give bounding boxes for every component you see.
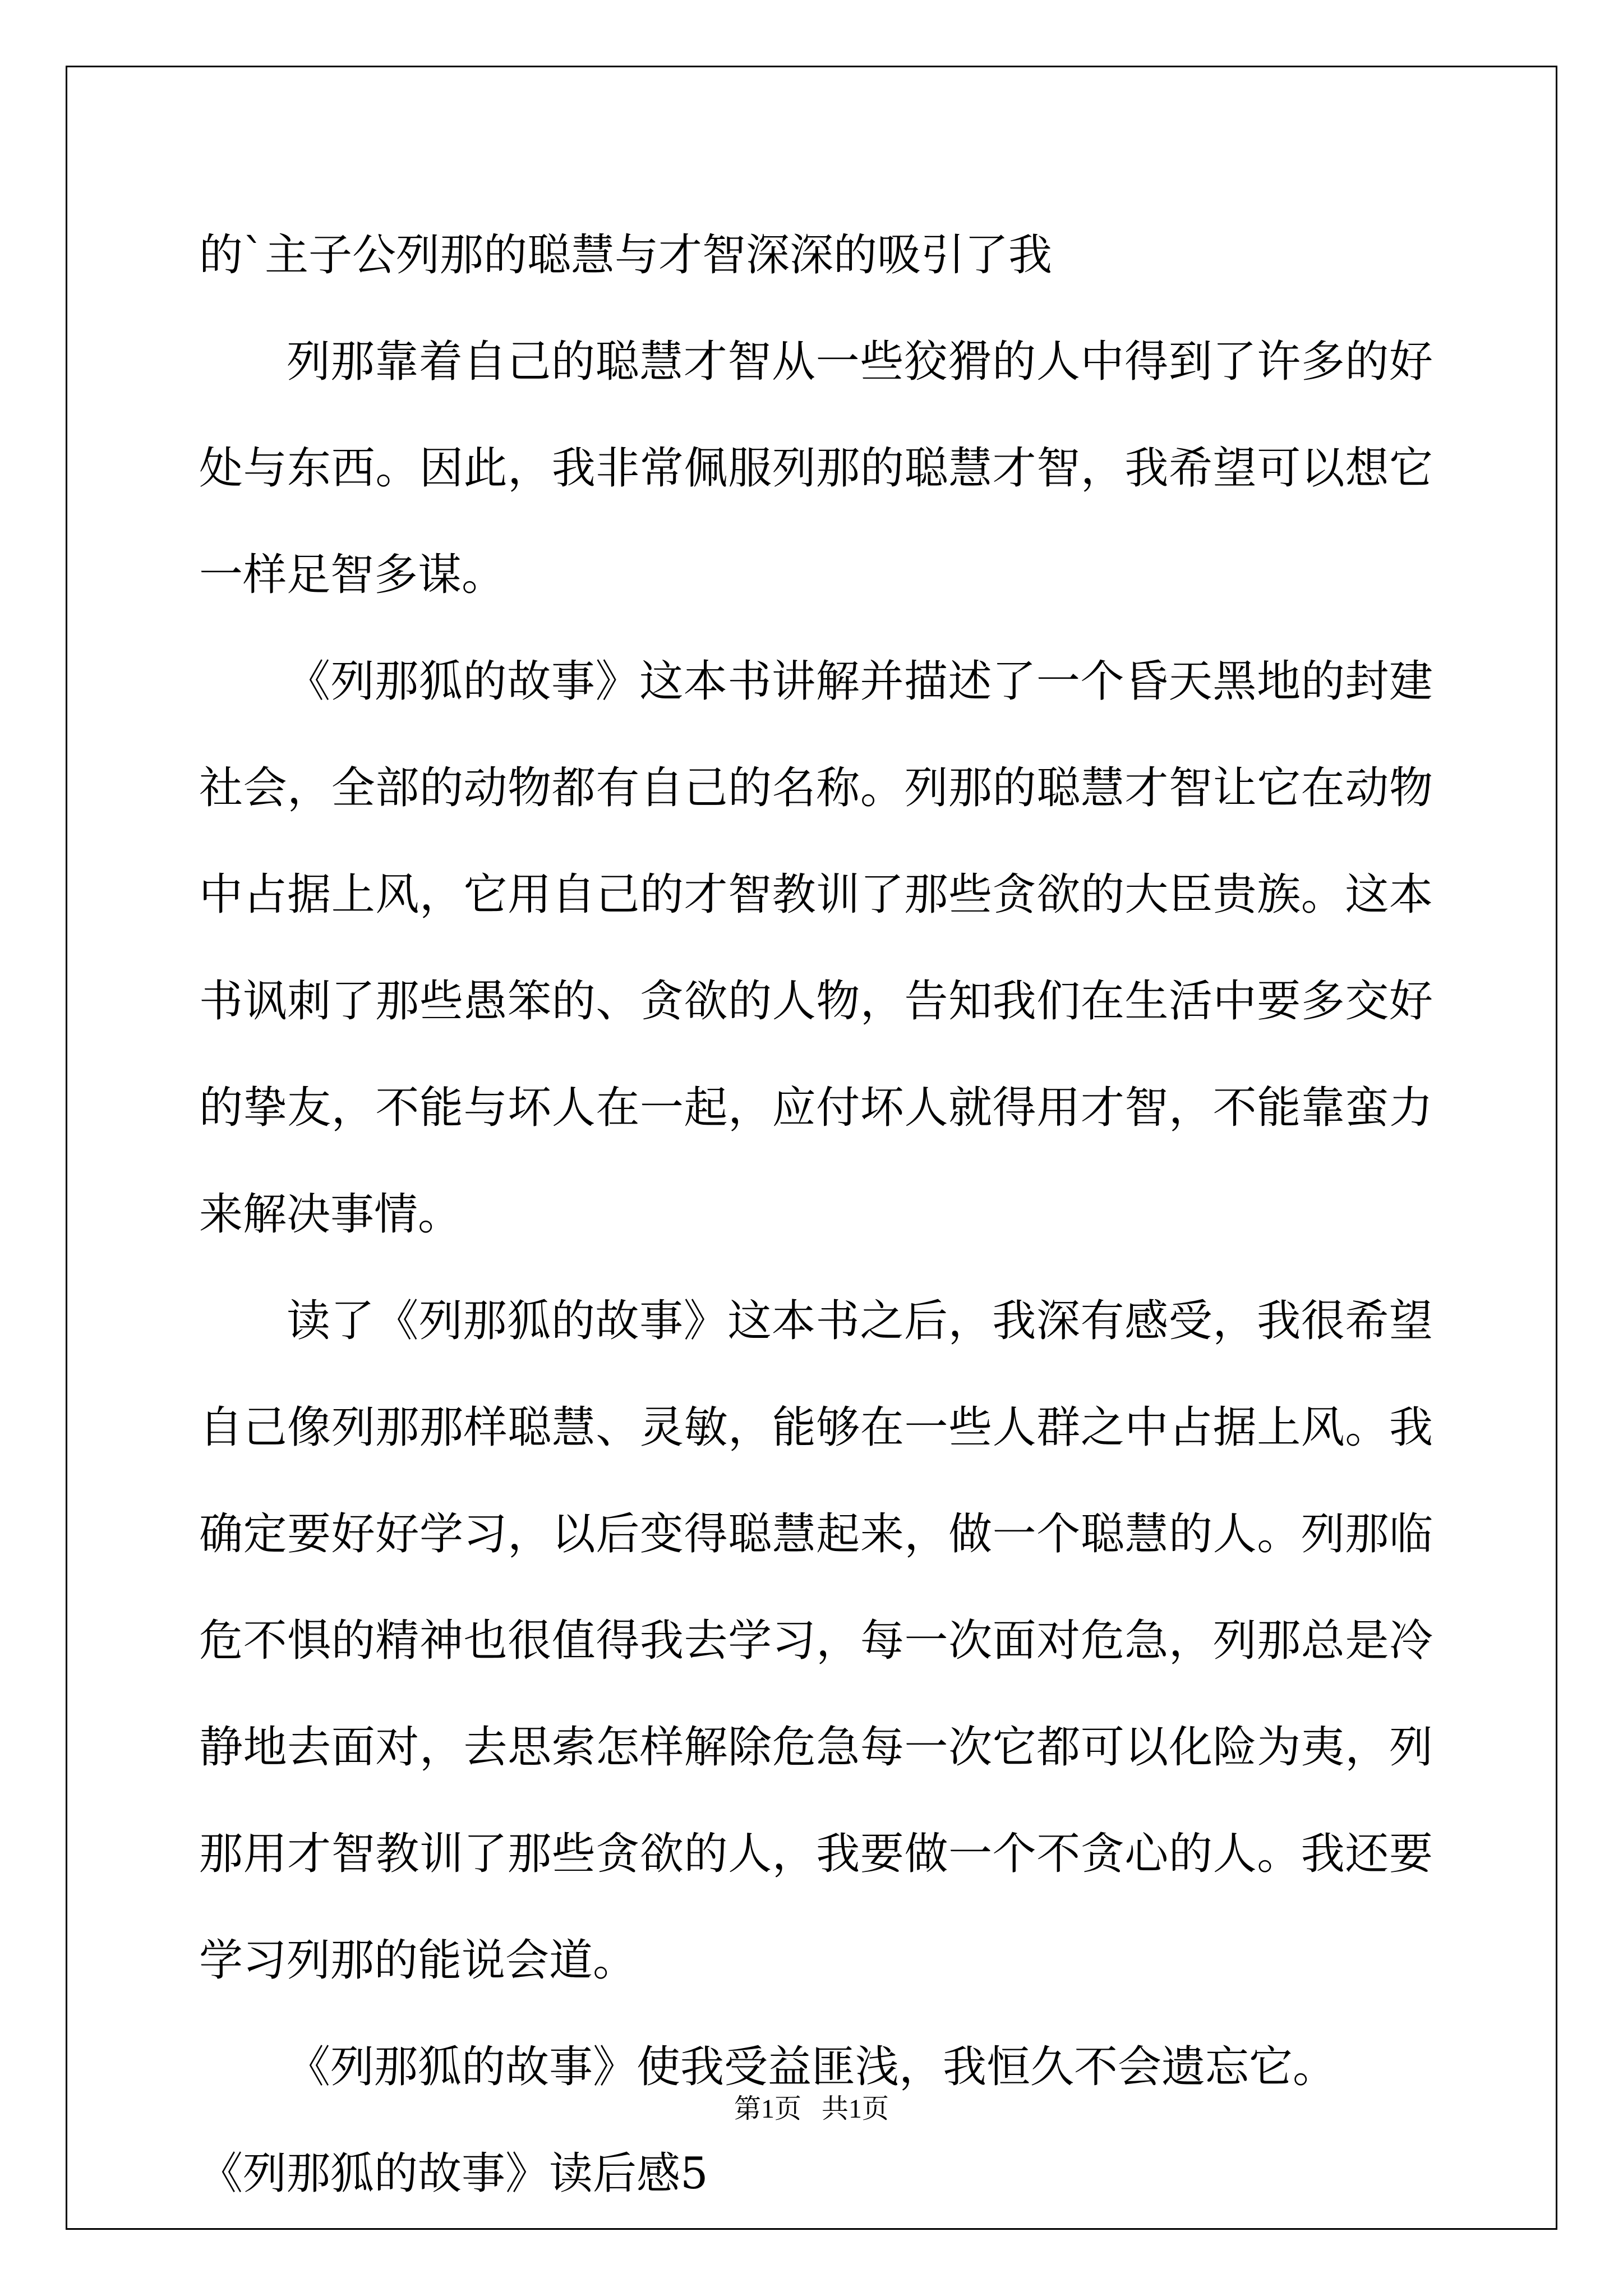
paragraph-1: 的`主子公列那的聪慧与才智深深的吸引了我 [199, 230, 1053, 280]
paragraph-5: 《列那狐的故事》使我受益匪浅，我恒久不会遗忘它。 [287, 2042, 1337, 2092]
paragraph-4: 读了《列那狐的故事》这本书之后，我深有感受，我很希望自己像列那那样聪慧、灵敏，能够在一些人群之中占据上风。我确定要好好学习，以后变得聪慧起来，做一个聪慧的人。列那临危不惧的精神也很值得我去学习，每一次面对危急，列那总是冷静地去面对，去思索怎样解除危急每一次它都可以化险为夷，列那用才智教训了那些贪欲的人，我要做一个不贪心的人。我还要学习列那的能说会道。 [199, 1296, 1433, 1986]
section-heading: 《列那狐的故事》读后感5 [199, 2148, 708, 2199]
page-number-footer: 第1页 共1页 [734, 2094, 889, 2124]
document-body [199, 202, 1433, 2227]
paragraph-3: 《列那狐的故事》这本书讲解并描述了一个昏天黑地的封建社会，全部的动物都有自己的名称。列那的聪慧才智让它在动物中占据上风，它用自己的才智教训了那些贪欲的大臣贵族。这本书讽刺了那些愚笨的、贪欲的人物，告知我们在生活中要多交好的挚友，不能与坏人在一起，应付坏人就得用才智，不能靠蛮力来解决事情。 [199, 656, 1433, 1240]
paragraph-2: 列那靠着自己的聪慧才智从一些狡猾的人中得到了许多的好处与东西。因此，我非常佩服列那的聪慧才智，我希望可以想它一样足智多谋。 [199, 337, 1433, 600]
